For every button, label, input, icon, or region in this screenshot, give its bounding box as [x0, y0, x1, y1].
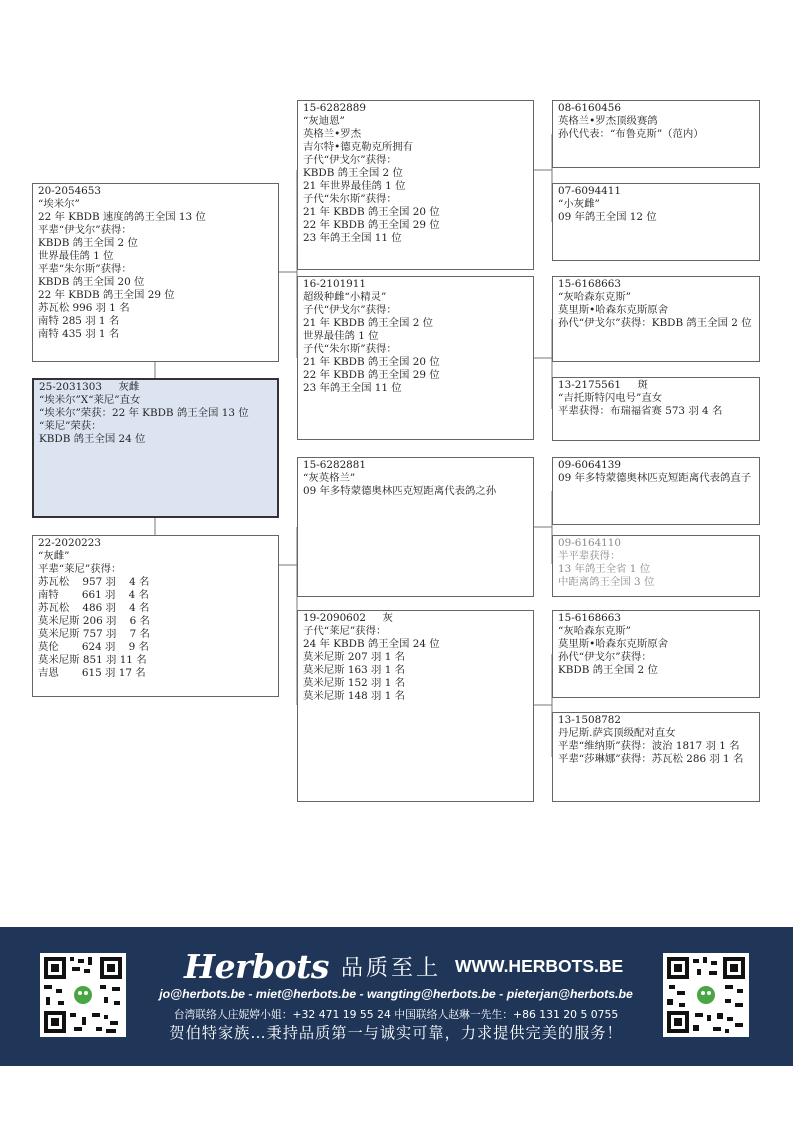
dam-box [32, 535, 279, 697]
footer-banner [0, 927, 793, 1066]
pedigree-line: 苏瓦松 957 羽 4 名 [38, 576, 150, 588]
pedigree-line: “小灰雌” [558, 198, 600, 210]
pedigree-line: 09 年多特蒙德奥林匹克短距离代表鸽直子 [558, 472, 752, 484]
pedigree-line: 21 年 KBDB 鸽王全国 20 位 [303, 206, 440, 218]
website-link[interactable]: WWW.HERBOTS.BE [454, 955, 624, 976]
pedigree-line: 子代“莱尼”获得： [303, 625, 387, 637]
pedigree-line: 孙代“伊戈尔”获得：KBDB 鸽王全国 2 位 [558, 317, 752, 329]
dd-dam-box [552, 712, 760, 802]
pedigree-line: 莫里斯•哈森东克斯原舍 [558, 304, 669, 316]
pedigree-line: 苏瓦松 486 羽 4 名 [38, 602, 150, 614]
pedigree-line: 吉尔特•德克勒克所拥有 [303, 141, 414, 153]
pedigree-line: 15-6282881 [303, 459, 367, 471]
pedigree-line: 平辈获得：布瑞福省赛 573 羽 4 名 [558, 405, 723, 417]
pedigree-line: 23 年鸽王全国 11 位 [303, 382, 402, 394]
pedigree-line: 平辈“莱尼”获得： [38, 563, 122, 575]
ss-sire-box [552, 100, 760, 168]
pedigree-line: 07-6094411 [558, 185, 622, 197]
pedigree-line: 20-2054653 [38, 185, 102, 197]
pedigree-line: 莫米尼斯 148 羽 1 名 [303, 690, 405, 702]
pedigree-line: 09 年鸽王全国 12 位 [558, 211, 657, 223]
pedigree-line: 23 年鸽王全国 11 位 [303, 232, 402, 244]
pedigree-line: 09 年多特蒙德奥林匹克短距离代表鸽之孙 [303, 485, 497, 497]
pedigree-line: 孙代“伊戈尔”获得： [558, 651, 652, 663]
qr-code-right[interactable] [663, 953, 749, 1037]
pedigree-line: “灰哈森东克斯” [558, 625, 631, 637]
pedigree-line: “灰迪恩” [303, 115, 345, 127]
email-list[interactable]: jo@herbots.be - miet@herbots.be - wangting@herbots.be - pieterjan@herbots.be [159, 987, 633, 1001]
sire-dam-box [297, 276, 534, 440]
pedigree-line: 英格兰•罗杰 [303, 128, 362, 140]
qr-code-left[interactable] [40, 953, 126, 1037]
pedigree-line: “埃米尔”X“莱尼”直女 [39, 394, 141, 406]
ds-sire-box [552, 457, 760, 525]
pedigree-line: 孙代代表：“布鲁克斯”（范内） [558, 128, 704, 140]
pedigree-line: 22 年 KBDB 鸽王全国 29 位 [38, 289, 175, 301]
pedigree-line: 22 年 KBDB 鸽王全国 29 位 [303, 219, 440, 231]
subject-box [32, 378, 279, 518]
pedigree-line: KBDB 鸽王全国 2 位 [38, 237, 138, 249]
pedigree-line: 平辈“伊戈尔”获得： [38, 224, 132, 236]
qr-code-left-graphic [40, 953, 126, 1037]
pedigree-line: 21 年 KBDB 鸽王全国 20 位 [303, 356, 440, 368]
pedigree-line: 子代“伊戈尔”获得： [303, 154, 397, 166]
pedigree-line: 19-2090602 灰 [303, 612, 393, 624]
pedigree-line: “灰英格兰” [303, 472, 356, 484]
pedigree-line: 21 年世界最佳鸽 1 位 [303, 180, 406, 192]
sd-dam-box [552, 377, 760, 441]
pedigree-line: 莫里斯•哈森东克斯原舍 [558, 638, 669, 650]
pedigree-line: 子代“朱尔斯”获得： [303, 193, 397, 205]
pedigree-line: 莫米尼斯 851 羽 11 名 [38, 654, 147, 666]
pedigree-line: KBDB 鸽王全国 20 位 [38, 276, 145, 288]
pedigree-line: KBDB 鸽王全国 2 位 [303, 167, 403, 179]
pedigree-line: 16-2101911 [303, 278, 367, 290]
pedigree-line: 半平辈获得： [558, 550, 621, 562]
pedigree-line: 南特 285 羽 1 名 [38, 315, 120, 327]
pedigree-line: 09-6164110 [558, 537, 622, 549]
pedigree-line: “埃米尔” [38, 198, 80, 210]
pedigree-line: 22 年 KBDB 速度鸽鸽王全国 13 位 [38, 211, 206, 223]
pedigree-line: 15-6282889 [303, 102, 367, 114]
qr-code-right-graphic [663, 953, 749, 1037]
pedigree-line: 中距离鸽王全国 3 位 [558, 576, 655, 588]
pedigree-line: 09-6064139 [558, 459, 622, 471]
herbots-logo: Herbots [184, 946, 329, 986]
dam-sire-box [297, 457, 534, 597]
pedigree-line: 莫米尼斯 206 羽 6 名 [38, 615, 150, 627]
brand-header [184, 946, 624, 986]
pedigree-line: 21 年 KBDB 鸽王全国 2 位 [303, 317, 434, 329]
pedigree-line: KBDB 鸽王全国 24 位 [39, 433, 146, 445]
pedigree-line: “灰哈森东克斯” [558, 291, 631, 303]
pedigree-line: 英格兰•罗杰顶级赛鸽 [558, 115, 658, 127]
pedigree-line: 22-2020223 [38, 537, 102, 549]
pedigree-line: 22 年 KBDB 鸽王全国 29 位 [303, 369, 440, 381]
pedigree-line: 平辈“朱尔斯”获得： [38, 263, 132, 275]
wechat-icon [697, 986, 715, 1004]
ss-dam-box [552, 183, 760, 261]
pedigree-line: “莱尼”荣获： [39, 420, 102, 432]
pedigree-line: 南特 435 羽 1 名 [38, 328, 120, 340]
dam-dam-box [297, 610, 534, 802]
pedigree-line: 南特 661 羽 4 名 [38, 589, 149, 601]
pedigree-line: 世界最佳鸽 1 位 [303, 330, 379, 342]
pedigree-line: 世界最佳鸽 1 位 [38, 250, 114, 262]
pedigree-line: 13-2175561 斑 [558, 379, 648, 391]
pedigree-line: 15-6168663 [558, 612, 622, 624]
pedigree-line: 莫米尼斯 163 羽 1 名 [303, 664, 405, 676]
wechat-icon [74, 986, 92, 1004]
tagline: 贺伯特家族…秉持品质第一与诚实可靠，力求提供完美的服务！ [169, 1024, 623, 1042]
pedigree-line: “埃米尔”荣获：22 年 KBDB 鸽王全国 13 位 [39, 407, 249, 419]
pedigree-line: 苏瓦松 996 羽 1 名 [38, 302, 130, 314]
pedigree-line: 莫米尼斯 207 羽 1 名 [303, 651, 405, 663]
sd-sire-box [552, 276, 760, 362]
dd-sire-box [552, 610, 760, 698]
pedigree-line: KBDB 鸽王全国 2 位 [558, 664, 658, 676]
pedigree-line: 13 年鸽王全省 1 位 [558, 563, 651, 575]
pedigree-line: 超级种雌“小精灵” [303, 291, 387, 303]
pedigree-line: 子代“朱尔斯”获得： [303, 343, 397, 355]
brand-slogan: 品质至上 [340, 955, 441, 981]
pedigree-line: 莫米尼斯 152 羽 1 名 [303, 677, 405, 689]
sire-sire-box [297, 100, 534, 270]
pedigree-line: 丹尼斯.萨宾顶级配对直女 [558, 727, 676, 739]
pedigree-line: “灰雌” [38, 550, 70, 562]
pedigree-line: 莫米尼斯 757 羽 7 名 [38, 628, 150, 640]
pedigree-line: 13-1508782 [558, 714, 622, 726]
pedigree-line: 25-2031303 灰雌 [39, 381, 140, 393]
contact-phones: 台湾联络人庄妮婷小姐：+32 471 19 55 24 中国联络人赵琳一先生：+86 131 20 5 0755 [173, 1008, 619, 1021]
pedigree-line: 吉恩 615 羽 17 名 [38, 667, 146, 679]
pedigree-line: 15-6168663 [558, 278, 622, 290]
ds-dam-box [552, 535, 760, 597]
pedigree-line: 子代“伊戈尔”获得： [303, 304, 397, 316]
pedigree-line: “吉托斯特闪电号”直女 [558, 392, 663, 404]
pedigree-line: 莫伦 624 羽 9 名 [38, 641, 149, 653]
sire-box [32, 183, 279, 362]
pedigree-line: 平辈“莎琳娜”获得：苏瓦松 286 羽 1 名 [558, 753, 744, 765]
pedigree-line: 平辈“维纳斯”获得：波治 1817 羽 1 名 [558, 740, 740, 752]
pedigree-line: 24 年 KBDB 鸽王全国 24 位 [303, 638, 440, 650]
pedigree-line: 08-6160456 [558, 102, 622, 114]
